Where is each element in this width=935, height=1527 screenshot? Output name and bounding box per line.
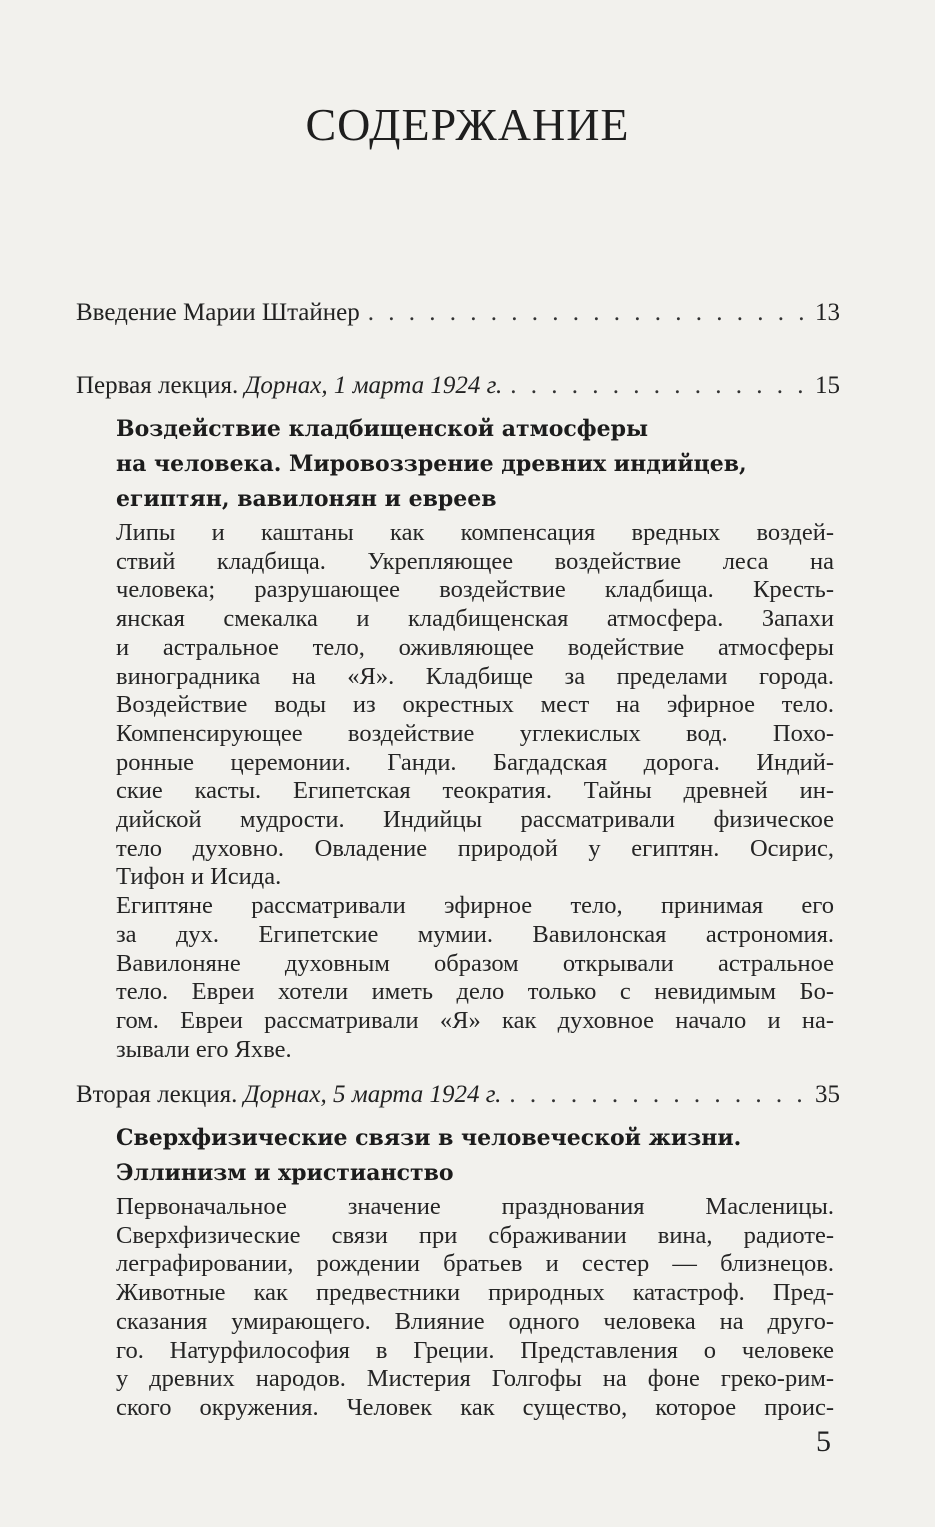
text-line: сказания умирающего. Влияние одного человека на друго- <box>116 1307 834 1335</box>
entry-page-number: 13 <box>815 299 840 326</box>
dot-leader <box>510 369 807 403</box>
lecture-1-heading <box>116 412 840 517</box>
toc-entry-lecture-2 <box>76 1078 840 1112</box>
text-line: виноградника на «Я». Кладбище за пределами города. <box>116 662 834 690</box>
lecture-2-summary <box>116 1193 834 1423</box>
text-line: тело духовно. Овладение природой у египтян. Осирис, <box>116 834 834 862</box>
text-line: Компенсирующее воздействие углекислых вод. Похо- <box>116 719 834 747</box>
text-line: ствий кладбища. Укрепляющее воздействие леса на <box>116 547 834 575</box>
text-line: Сверхфизические связи при сбраживании вина, радиоте- <box>116 1221 834 1249</box>
text-line: леграфировании, рождении братьев и сестер — близнецов. <box>116 1250 834 1278</box>
lecture-1-summary <box>116 519 834 1064</box>
dot-leader <box>368 296 807 330</box>
text-line: Вавилоняне духовным образом открывали астральное <box>116 949 834 977</box>
text-line: дийской мудрости. Индийцы рассматривали физическое <box>116 806 834 834</box>
text-line: Египтяне рассматривали эфирное тело, принимая его <box>116 892 834 920</box>
entry-title: Первая лекция. <box>76 372 239 399</box>
page-title: СОДЕРЖАНИЕ <box>305 99 630 150</box>
heading-line: Эллинизм и христианство <box>116 1160 454 1186</box>
heading-line: египтян, вавилонян и евреев <box>116 486 497 512</box>
dot-leader <box>509 1078 807 1112</box>
heading-line: Воздействие кладбищенской атмосферы <box>116 416 649 442</box>
text-line: янская смекалка и кладбищенская атмосфера. Запахи <box>116 605 834 633</box>
entry-page-number: 35 <box>815 1081 840 1108</box>
text-line: человека; разрушающее воздействие кладбища. Кресть- <box>116 576 834 604</box>
text-line: за дух. Египетские мумии. Вавилонская астрономия. <box>116 920 834 948</box>
text-line: ские касты. Египетская теократия. Тайны древней ин- <box>116 777 834 805</box>
text-line: го. Натурфилософия в Греции. Представления о человеке <box>116 1336 834 1364</box>
text-line: Животные как предвестники природных катастроф. Пред- <box>116 1279 834 1307</box>
entry-title: Введение Марии Штайнер <box>76 299 360 326</box>
lecture-2-heading <box>116 1121 840 1191</box>
entry-place-date: Дорнах, 1 марта 1924 г. <box>244 372 503 399</box>
text-line: гом. Евреи рассматривали «Я» как духовное начало и на- <box>116 1006 834 1034</box>
entry-place-date: Дорнах, 5 марта 1924 г. <box>243 1081 502 1108</box>
text-line: ского окружения. Человек как существо, которое проис- <box>116 1393 834 1421</box>
text-line: Тифон и Исида. <box>116 863 282 891</box>
entry-title: Вторая лекция. <box>76 1081 238 1108</box>
heading-line: Сверхфизические связи в человеческой жизни. <box>116 1125 742 1151</box>
text-line: Воздействие воды из окрестных мест на эфирное тело. <box>116 691 834 719</box>
text-line: Первоначальное значение празднования Масленицы. <box>116 1193 834 1220</box>
text-line: ронные церемонии. Ганди. Багдадская дорога. Индий- <box>116 748 834 776</box>
toc-entry-lecture-1 <box>76 369 840 403</box>
heading-line: на человека. Мировоззрение древних индийцев, <box>116 451 747 477</box>
text-line: и астральное тело, оживляющее водействие атмосферы <box>116 633 834 661</box>
page-number: 5 <box>816 1425 831 1458</box>
text-line: Липы и каштаны как компенсация вредных воздей- <box>116 519 834 546</box>
text-line: тело. Евреи хотели иметь дело только с невидимым Бо- <box>116 978 834 1006</box>
entry-page-number: 15 <box>815 372 840 399</box>
text-line: зывали его Яхве. <box>116 1035 292 1063</box>
toc-entry-introduction <box>76 296 840 330</box>
text-line: у древних народов. Мистерия Голгофы на фоне греко-рим- <box>116 1365 834 1393</box>
